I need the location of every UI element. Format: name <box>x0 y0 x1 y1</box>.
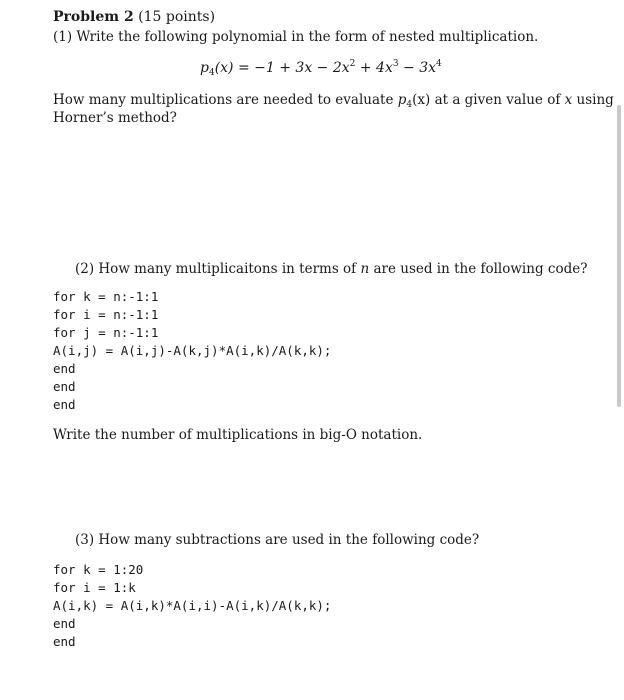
code-line: A(i,k) = A(i,k)*A(i,i)-A(i,k)/A(k,k); <box>53 598 332 613</box>
problem-title <box>53 9 215 25</box>
part3-code-block <box>53 561 331 651</box>
problem-heading: Problem 2 <box>53 9 134 25</box>
polynomial-formula: $p_4(x) = -1 + 3x - 2x^2 + 4x^3 - 3x^4$ <box>200 59 442 78</box>
part1-question: (1) Write the following polynomial in the form of nested multiplication. <box>53 29 539 45</box>
code-line: end <box>53 397 76 412</box>
part1-followup-line2: Horner’s method? <box>53 110 177 126</box>
vertical-scrollbar[interactable] <box>617 105 621 407</box>
part2-code-block <box>53 288 331 414</box>
code-line: for k = n:-1:1 <box>53 289 159 304</box>
code-line: end <box>53 361 76 376</box>
code-line: for j = n:-1:1 <box>53 325 159 340</box>
part3-question: (3) How many subtractions are used in the following code? <box>75 532 480 548</box>
code-line: for k = 1:20 <box>53 562 144 577</box>
part2-followup: Write the number of multiplications in big-O notation. <box>53 427 423 443</box>
code-line: for i = n:-1:1 <box>53 307 159 322</box>
problem-points: (15 points) <box>138 9 216 25</box>
part1-followup-line1: How many multiplications are needed to evaluate $p_4(x)$ at a given value of x using <box>53 92 614 110</box>
code-line: end <box>53 616 76 631</box>
code-line: for i = 1:k <box>53 580 136 595</box>
code-line: end <box>53 379 76 394</box>
code-line: end <box>53 634 76 649</box>
part2-question: (2) How many multiplicaitons in terms of n are used in the following code? <box>75 261 588 277</box>
code-line: A(i,j) = A(i,j)-A(k,j)*A(i,k)/A(k,k); <box>53 343 332 358</box>
